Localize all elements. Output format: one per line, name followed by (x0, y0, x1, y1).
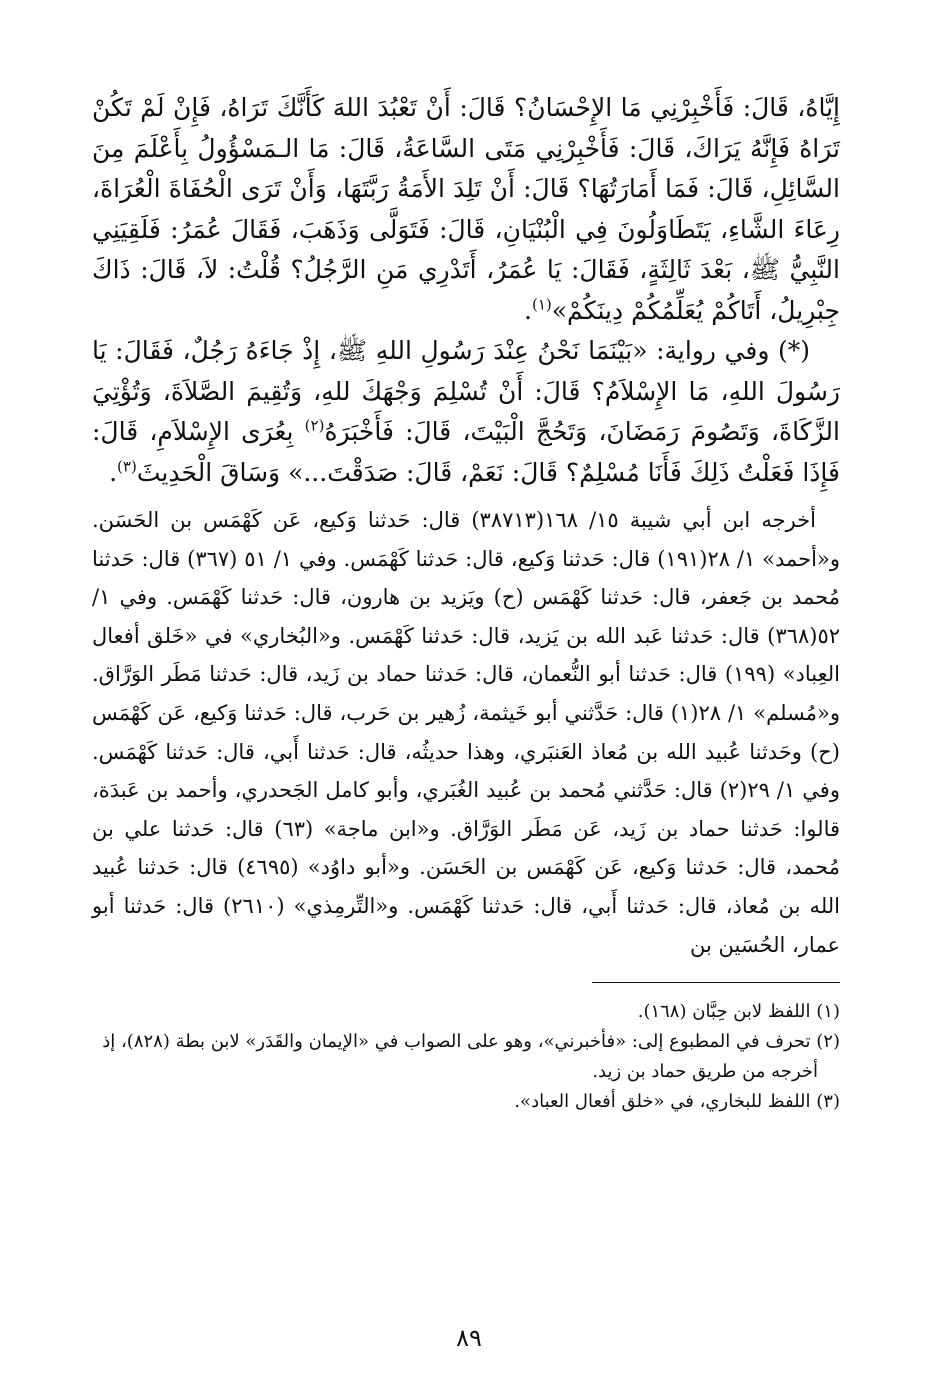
footnote-1: (١) اللفظ لابن حِبَّان (١٦٨). (637, 1001, 840, 1023)
footnote-ref-2: (٢) (304, 416, 325, 435)
hadith-paragraph-1-end: . (524, 295, 532, 325)
hadith-paragraph-2-continuation: بِعُرَى الإِسْلاَمِ، قَالَ: فَإِذَا فَعَلْتُ ذَلِكَ فَأَنَا مُسْلِمٌ؟ قَالَ: نَعَمْ، قَالَ: صَدَقْتَ...» وَسَاقَ الْحَدِيثَ (92, 417, 840, 487)
hadith-paragraph-2-text: (*) وفي رواية: «بَيْنَمَا نَحْنُ عِنْدَ رَسُولِ اللهِ ﷺ، إِذْ جَاءَهُ رَجُلٌ، فَقَالَ: يَا رَسُولَ اللهِ، مَا الإِسْلاَمُ؟ قَالَ: أَنْ تُسْلِمَ وَجْهَكَ للهِ، وَتُقِيمَ الصَّلاَةَ، وَتُؤْتِيَ الزَّكَاةَ، وَتَصُومَ رَمَضَانَ، وَتَحُجَّ الْبَيْتَ، قَالَ: فَأَخْبَرَهُ (92, 336, 840, 446)
footnote-2-continuation: أخرجه من طريق حماد بن زيد. (592, 1061, 818, 1083)
footnote-divider (592, 982, 840, 983)
hadith-paragraph-1-text: إِيَّاهُ، قَالَ: فَأَخْبِرْنِي مَا الإِحْسَانُ؟ قَالَ: أَنْ تَعْبُدَ اللهَ كَأَنَّكَ تَرَاهُ، فَإِنْ لَمْ تَكُنْ تَرَاهُ فَإِنَّهُ يَرَاكَ، قَالَ: فَأَخْبِرْنِي مَتَى السَّاعَةُ، قَالَ: مَا الـمَسْؤُولُ بِأَعْلَمَ مِنَ السَّائِلِ، قَالَ: فَمَا أَمَارَتُهَا؟ قَالَ: أَنْ تَلِدَ الأَمَةُ رَبَّتَهَا، وَأَنْ تَرَى الْحُفَاةَ الْعُرَاةَ، رِعَاءَ الشَّاءِ، يَتَطَاوَلُونَ فِي الْبُنْيَانِ، قَالَ: فَتَوَلَّى وَذَهَبَ، فَقَالَ عُمَرُ: فَلَقِيَنِي النَّبِيُّ ﷺ، بَعْدَ ثَالِثَةٍ، فَقَالَ: يَا عُمَرُ، أَتَدْرِي مَنِ الرَّجُلُ؟ قُلْتُ: لاَ، قَالَ: ذَاكَ جِبْرِيلُ، أَتَاكُمْ يُعَلِّمُكُمْ دِينَكُمْ» (92, 93, 840, 325)
takhrij-section (92, 501, 840, 964)
hadith-text (92, 88, 840, 493)
page-body (92, 88, 840, 1117)
footnote-3: (٣) اللفظ للبخاري، في «خلق أفعال العباد». (514, 1091, 840, 1113)
hadith-paragraph-2 (92, 331, 840, 493)
footnote-2: (٢) تحرف في المطبوع إلى: «فأخبرني»، وهو على الصواب في «الإيمان والقَدَر» لابن بطة (٨٢٨)، إذ (102, 1031, 840, 1053)
hadith-paragraph-2-end: . (109, 457, 118, 487)
page-number: ٨٩ (456, 1324, 482, 1352)
footnotes (92, 997, 840, 1117)
footnote-ref-3: (٣) (117, 457, 137, 476)
hadith-paragraph-1 (92, 88, 840, 331)
footnote-ref-1: (١) (531, 295, 552, 314)
takhrij-paragraph: أخرجه ابن أبي شيبة ١٥/ ١٦٨(٣٨٧١٣) قال: حَدثنا وَكيع، عَن كَهْمَس بن الحَسَن. و«أحمد» ١/ ٢٨(١٩١) قال: حَدثنا وَكيع، قال: حَدثنا كَهْمَس. وفي ١/ ٥١ (٣٦٧) قال: حَدثنا مُحمد بن جَعفر، قال: حَدثنا كَهْمَس (ح) ويَزيد بن هارون، قال: حَدثنا كَهْمَس. وفي ١/ ٥٢(٣٦٨) قال: حَدثنا عَبد الله بن يَزيد، قال: حَدثنا كَهْمَس. و«البُخاري» في «خَلق أفعال العِباد» (١٩٩) قال: حَدثنا أبو النُّعمان، قال: حَدثنا حماد بن زَيد، قال: حَدثنا مَطَر الوَرَّاق. و«مُسلم» ١/ ٢٨(١) قال: حَدَّثني أبو خَيثمة، زُهير بن حَرب، قال: حَدثنا وَكيع، عَن كَهْمَس (ح) وحَدثنا عُبيد الله بن مُعاذ العَنبَري، وهذا حديثُه، قال: حَدثنا أَبي، قال: حَدثنا كَهْمَس. وفي ١/ ٢٩(٢) قال: حَدَّثني مُحمد بن عُبيد الغُبَري، وأبو كامل الجَحدري، وأحمد بن عَبدَة، قالوا: حَدثنا حماد بن زَيد، عَن مَطَر الوَرَّاق. و«ابن ماجة» (٦٣) قال: حَدثنا علي بن مُحمد، قال: حَدثنا وَكيع، عَن كَهْمَس بن الحَسَن. و«أبو داوُد» (٤٦٩٥) قال: حَدثنا عُبيد الله بن مُعاذ، قال: حَدثنا أَبي، قال: حَدثنا كَهْمَس. و«التِّرمِذي» (٢٦١٠) قال: حَدثنا أبو عمار، الحُسَين بن (92, 508, 841, 957)
